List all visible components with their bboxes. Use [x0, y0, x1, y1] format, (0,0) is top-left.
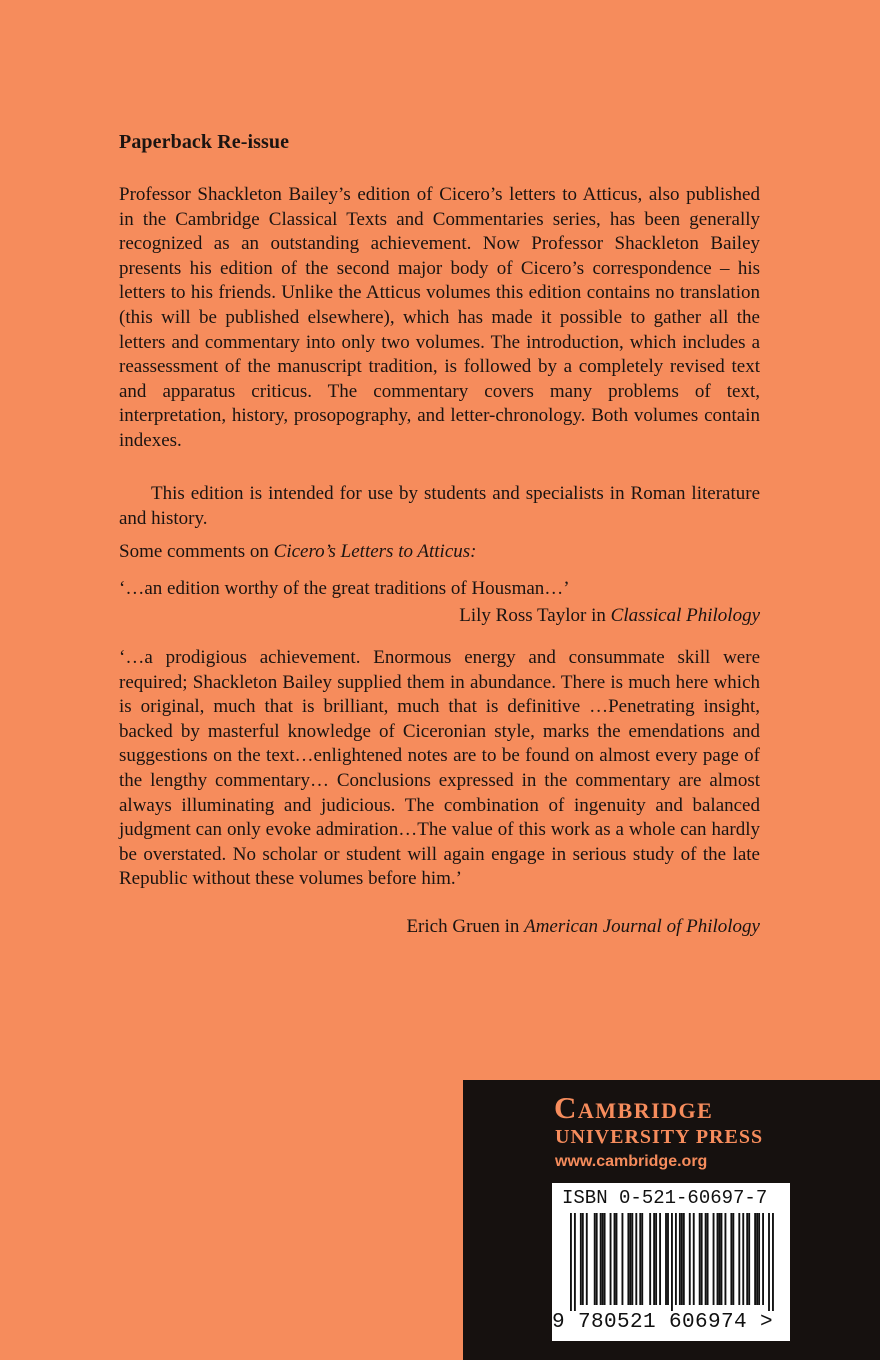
barcode-number: 9 780521 606974 > [552, 1311, 774, 1334]
quote-taylor-attribution [459, 605, 760, 627]
barcode-bars-icon [570, 1213, 774, 1311]
quote-taylor-source: Classical Philology [610, 605, 760, 626]
comments-intro-title: Cicero’s Letters to Atticus: [273, 541, 477, 562]
quote-gruen-source: American Journal of Philology [524, 916, 760, 937]
publisher-logo: Cambridge [554, 1090, 714, 1125]
description-paragraph: Professor Shackleton Bailey’s edition of Cicero’s letters to Atticus, also published in the Cambridge Classical Texts and Commentaries series, has been generally recognized as an outstanding achievement. Now Professor Shackleton Bailey presents his edition of the second major body of Cicero’s correspondence – his letters to his friends. Unlike the Atticus volumes this edition contains no translation (this will be published elsewhere), which has made it possible to gather all the letters and commentary into only two volumes. The introduction, which includes a reassessment of the manuscript tradition, is followed by a completely revised text and apparatus criticus. The commentary covers many problems of text, interpretation, history, prosopography, and letter-chronology. Both volumes contain indexes. [119, 184, 760, 451]
quote-gruen-author: Erich Gruen in [406, 916, 525, 937]
comments-intro-prefix: Some comments on [119, 541, 274, 562]
publisher-url: www.cambridge.org [555, 1153, 708, 1170]
publisher-subtitle: UNIVERSITY PRESS [555, 1126, 764, 1148]
barcode [552, 1183, 790, 1341]
heading: Paperback Re-issue [119, 131, 290, 153]
quote-gruen: ‘…a prodigious achievement. Enormous energy and consummate skill were required; Shackleton Bailey supplied them in abundance. There is much here which is original, much that is brilliant, much that is definitive …Penetrating insight, backed by masterful knowledge of Ciceronian style, marks the emendations and suggestions on the text…enlightened notes are to be found on almost every page of the lengthy commentary… Conclusions expressed in the commentary are almost always illuminating and judicious. The combination of ingenuity and balanced judgment can only evoke admiration…The value of this work as a whole can hardly be overstated. No scholar or student will again engage in serious study of the late Republic without these volumes before him.’ [119, 647, 760, 890]
quote-taylor-author: Lily Ross Taylor in [459, 605, 611, 626]
quote-gruen-attribution [406, 916, 760, 938]
quote-taylor: ‘…an edition worthy of the great traditions of Housman…’ [119, 578, 570, 599]
isbn-label: ISBN 0-521-60697-7 [562, 1187, 768, 1209]
publisher-panel [463, 1080, 880, 1360]
audience-paragraph: This edition is intended for use by students and specialists in Roman literature and history. [119, 483, 760, 529]
comments-intro [119, 541, 476, 563]
